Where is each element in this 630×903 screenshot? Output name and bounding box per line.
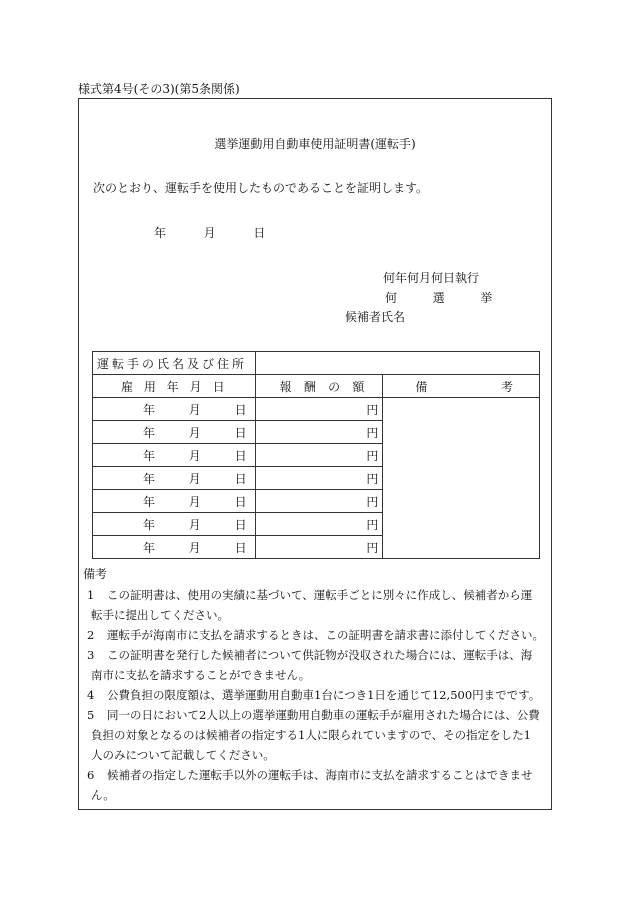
employment-date-cell[interactable]: 年 月 日 [93,536,256,559]
form-number-label: 様式第4号(その3)(第5条関係) [78,82,240,96]
employment-date-cell[interactable]: 年 月 日 [93,421,256,444]
remarks-cell[interactable] [383,398,540,559]
employment-date-cell[interactable]: 年 月 日 [93,513,256,536]
driver-table [92,351,540,559]
note-item: 3 この証明書を発行した候補者について供託物が没収された場合には、運転手は、海 南市に支払を請求することができません。 [87,648,533,682]
election-name-char: 選 [432,291,445,305]
election-name-char: 何 [385,291,398,305]
table-row [93,398,540,421]
election-name-char: 挙 [480,291,493,305]
election-date: 何年何月何日執行 [383,271,480,285]
date-day: 日 [253,226,266,240]
remarks-header: 備 考 [383,375,540,398]
fee-cell[interactable]: 円 [255,467,383,490]
employment-date-cell[interactable]: 年 月 日 [93,444,256,467]
employment-date-cell[interactable]: 年 月 日 [93,398,256,421]
note-item: 4 公費負担の限度額は、選挙運動用自動車1台につき1日を通じて12,500円までです。 [87,688,541,702]
driver-name-address-field[interactable] [255,352,539,375]
table-row [93,352,540,375]
note-item: 1 この証明書は、使用の実績に基づいて、運転手ごとに別々に作成し、候補者から運 転手に提出してください。 [87,588,533,622]
certificate-frame [78,98,552,810]
date-year: 年 [154,226,167,240]
employment-date-cell[interactable]: 年 月 日 [93,490,256,513]
fee-cell[interactable]: 円 [255,490,383,513]
fee-cell[interactable]: 円 [255,421,383,444]
intro-statement: 次のとおり、運転手を使用したものであることを証明します。 [93,181,429,195]
note-item: 5 同一の日において2人以上の選挙運動用自動車の運転手が雇用された場合には、公費 負担の対象となるのは候補者の指定する1人に限られていますので、その指定をした1 人のみについて記載してください。 [87,708,540,762]
employment-date-cell[interactable]: 年 月 日 [93,467,256,490]
fee-cell[interactable]: 円 [255,398,383,421]
note-item: 2 運転手が海南市に支払を請求するときは、この証明書を請求書に添付してください。 [87,628,544,642]
date-month: 月 [203,226,216,240]
notes-title: 備考 [83,567,108,581]
driver-name-address-header: 運転手の氏名及び住所 [93,352,256,375]
fee-cell[interactable]: 円 [255,513,383,536]
employment-date-header: 雇 用 年 月 日 [93,375,256,398]
candidate-name-label: 候補者氏名 [345,310,406,324]
table-row [93,375,540,398]
fee-header: 報 酬 の 額 [255,375,383,398]
note-item: 6 候補者の指定した運転手以外の運転手は、海南市に支払を請求することはできませ ん。 [87,768,533,802]
issue-date [154,224,265,241]
fee-cell[interactable]: 円 [255,444,383,467]
election-name [385,289,492,306]
fee-cell[interactable]: 円 [255,536,383,559]
document-title: 選挙運動用自動車使用証明書(運転手) [214,137,416,151]
